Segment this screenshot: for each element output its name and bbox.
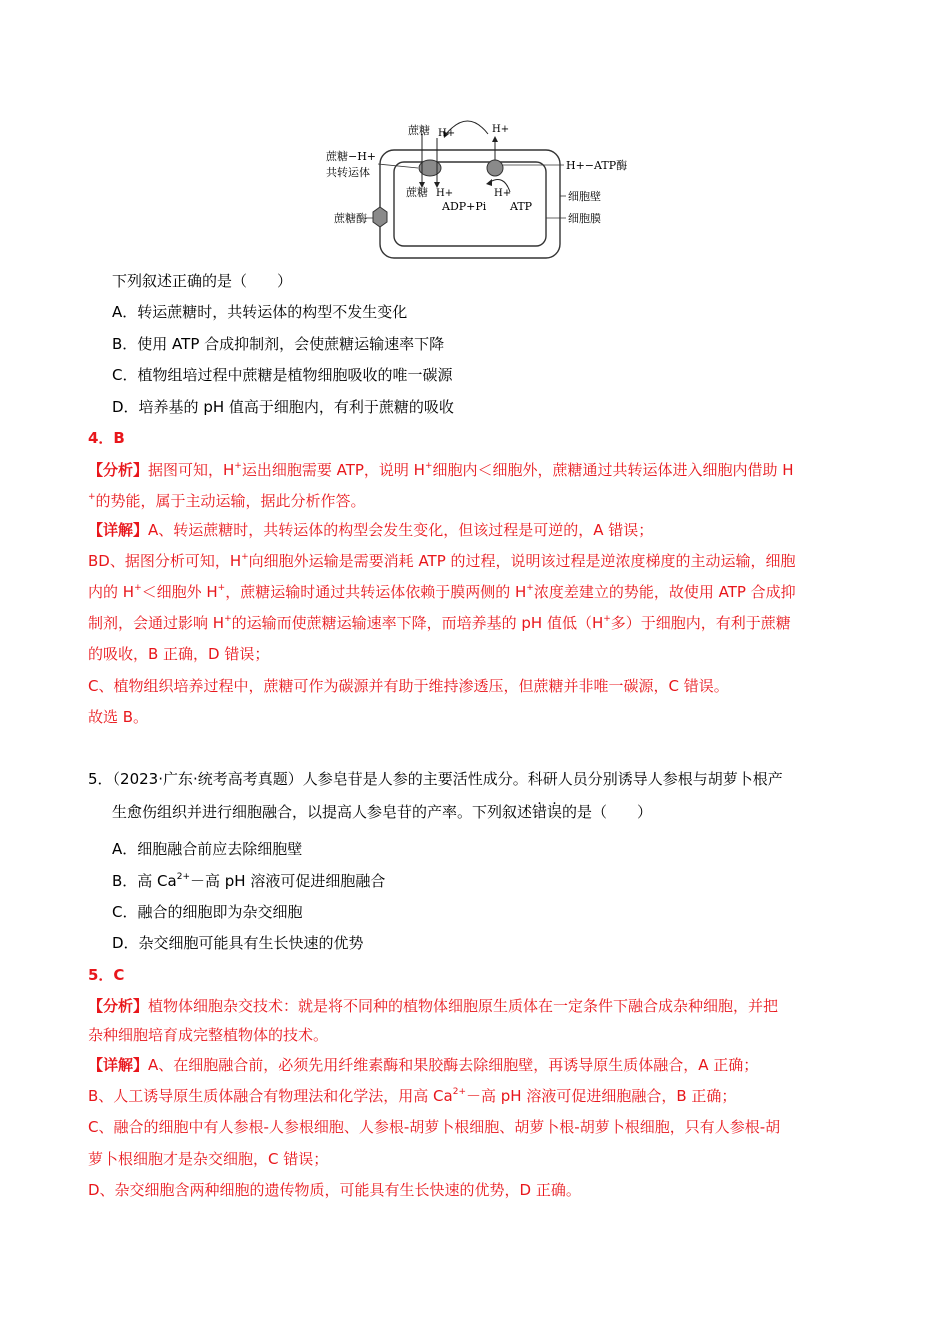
label-sucrose-inner: 蔗糖	[406, 186, 428, 199]
label-cotransporter-2: 共转运体	[326, 166, 370, 179]
q5-analysis-line-1: 【分析】植物体细胞杂交技术：就是将不同种的植物体细胞原生质体在一定条件下融合成杂种细胞，并把	[88, 997, 779, 1015]
label-cell-wall: 细胞壁	[568, 190, 601, 203]
emphasis-char-1: 错	[532, 803, 548, 821]
q5-detail-c-line-2: 萝卜根细胞才是杂交细胞，C 错误；	[88, 1150, 329, 1168]
q4-option-d: D．培养基的 pH 值高于细胞内，有利于蔗糖的吸收	[112, 398, 454, 416]
q4-conclusion: 故选 B。	[88, 708, 149, 726]
label-sucrose-top: 蔗糖	[408, 124, 430, 137]
q4-answer: 4．B	[88, 429, 125, 447]
q5-detail-c-line-1: C、融合的细胞中有人参根-人参根细胞、人参根-胡萝卜根细胞、胡萝卜根-胡萝卜根细胞，只有人参根-胡	[88, 1118, 781, 1136]
q5-analysis-line-2: 杂种细胞培育成完整植物体的技术。	[88, 1026, 329, 1044]
q4-option-c: C．植物组培过程中蔗糖是植物细胞吸收的唯一碳源	[112, 366, 453, 384]
q5-stem-line-1: 5．（2023·广东·统考高考真题）人参皂苷是人参的主要活性成分。科研人员分别诱导人参根与胡萝卜根产	[88, 770, 783, 788]
label-sucrase: 蔗糖酶	[334, 212, 367, 225]
q4-option-a: A．转运蔗糖时，共转运体的构型不发生变化	[112, 303, 408, 321]
sucrase-shape	[373, 207, 387, 227]
q4-analysis-line-1: 【分析】据图可知，H+运出细胞需要 ATP，说明 H+细胞内＜细胞外，蔗糖通过共转运体进入细胞内借助 H	[88, 461, 794, 479]
q4-detail-bd-line-2: 内的 H+＜细胞外 H+，蔗糖运输时通过共转运体依赖于膜两侧的 H+浓度差建立的势能，故使用 ATP 合成抑	[88, 583, 796, 601]
q4-analysis-line-2: +的势能，属于主动运输，据此分析作答。	[88, 492, 366, 510]
q4-analysis-tag: 【分析】	[88, 461, 149, 479]
label-cell-membrane: 细胞膜	[568, 212, 601, 225]
label-h-inner-right: H+	[494, 188, 512, 199]
emphasis-char-2: 误	[547, 803, 563, 821]
q5-option-b: B．高 $Ca^{2+}-$高 pH 溶液可促进细胞融合	[112, 872, 386, 890]
q5-analysis-tag: 【分析】	[88, 997, 149, 1015]
q5-detail-tag: 【详解】	[88, 1056, 149, 1074]
label-atp: ATP	[510, 200, 533, 213]
q4-option-b: B．使用 ATP 合成抑制剂，会使蔗糖运输速率下降	[112, 335, 445, 353]
label-h-top-right: H+	[492, 124, 510, 135]
q5-detail-line-1: 【详解】A、在细胞融合前，必须先用纤维素酶和果胶酶去除细胞壁，再诱导原生质体融合，A 正确；	[88, 1056, 759, 1074]
q5-stem-line-2: 生愈伤组织并进行细胞融合，以提高人参皂苷的产率。下列叙述错误的是（ ）	[112, 803, 653, 821]
label-cotransporter-1: 蔗糖−H+	[326, 150, 377, 163]
label-adp-pi: ADP+Pi	[442, 200, 487, 213]
q5-detail-d: D、杂交细胞含两种细胞的遗传物质，可能具有生长快速的优势，D 正确。	[88, 1181, 581, 1199]
q4-detail-bd-line-4: 的吸收，B 正确，D 错误；	[88, 645, 270, 663]
label-h-top-left: H+	[438, 128, 456, 139]
q4-detail-tag: 【详解】	[88, 521, 149, 539]
atpase-shape	[487, 160, 503, 176]
q4-detail-c: C、植物组织培养过程中，蔗糖可作为碳源并有助于维持渗透压，但蔗糖并非唯一碳源，C 错误。	[88, 677, 729, 695]
label-h-inner-left: H+	[436, 188, 454, 199]
q4-prompt: 下列叙述正确的是（ ）	[112, 272, 293, 290]
q5-answer: 5．C	[88, 966, 125, 984]
q5-option-a: A．细胞融合前应去除细胞壁	[112, 840, 303, 858]
q4-detail-line-1: 【详解】A、转运蔗糖时，共转运体的构型会发生变化，但该过程是可逆的，A 错误；	[88, 521, 654, 539]
q4-detail-bd-line-3: 制剂，会通过影响 H+的运输而使蔗糖运输速率下降，而培养基的 pH 值低（H+多）于细胞内，有利于蔗糖	[88, 614, 791, 632]
cell-transport-diagram	[318, 112, 638, 260]
q5-option-c: C．融合的细胞即为杂交细胞	[112, 903, 303, 921]
q4-detail-bd-line-1: BD、据图分析可知，H+向细胞外运输是需要消耗 ATP 的过程，说明该过程是逆浓度梯度的主动运输，细胞	[88, 552, 796, 570]
q5-option-d: D．杂交细胞可能具有生长快速的优势	[112, 934, 364, 952]
label-atpase: H+−ATP酶	[566, 159, 628, 172]
q5-detail-b: B、人工诱导原生质体融合有物理法和化学法，用高 $Ca^{2+}-$高 pH 溶液可促进细胞融合，B 正确；	[88, 1087, 737, 1105]
